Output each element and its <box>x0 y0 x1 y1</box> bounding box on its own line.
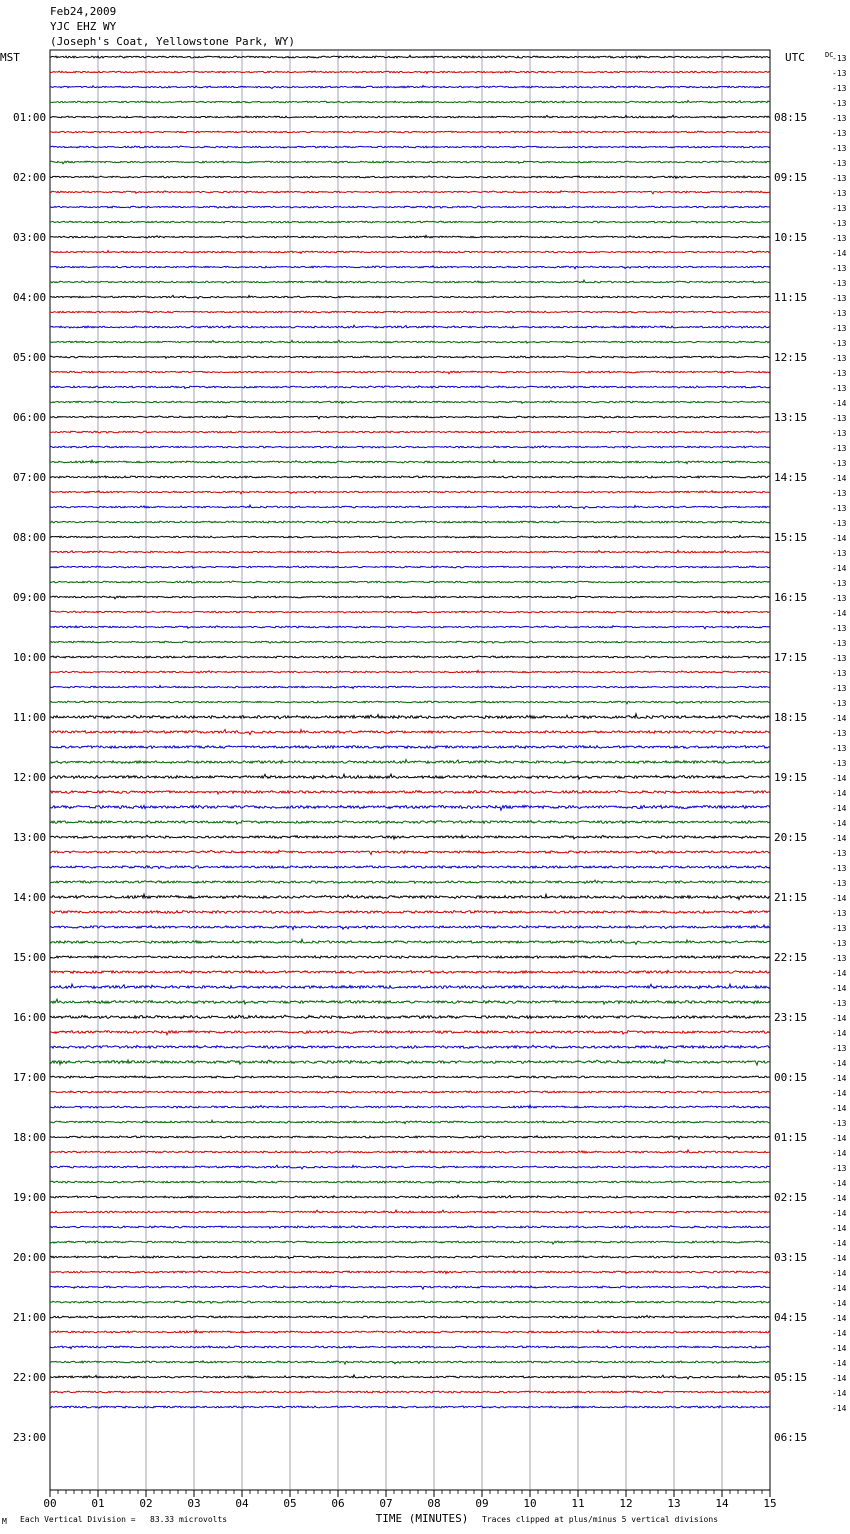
trace-line <box>50 670 770 673</box>
dc-offset-label: -13 <box>832 99 847 108</box>
trace-line <box>50 1286 770 1290</box>
trace-line <box>50 581 770 583</box>
x-tick-label: 05 <box>283 1497 297 1510</box>
dc-offset-label: -13 <box>832 519 847 528</box>
right-zone-label: UTC <box>785 51 805 64</box>
dc-offset-label: -13 <box>832 624 847 633</box>
dc-offset-label: -13 <box>832 294 847 303</box>
x-tick-label: 09 <box>475 1497 489 1510</box>
right-hour-label: 13:15 <box>774 411 808 424</box>
dc-offset-label: -13 <box>832 684 847 693</box>
vertical-division-note: Each Vertical Division = 83.33 microvolts <box>20 1515 228 1524</box>
dc-offset-label: -13 <box>832 264 847 273</box>
trace-line <box>50 1316 770 1319</box>
trace-line <box>50 1165 770 1169</box>
trace-line <box>50 416 770 419</box>
trace-line <box>50 956 770 959</box>
dc-offset-label: -14 <box>832 789 847 798</box>
x-tick-label: 12 <box>619 1497 633 1510</box>
dc-offset-label: -14 <box>832 1029 847 1038</box>
trace-line <box>50 701 770 704</box>
right-hour-label: 18:15 <box>774 711 808 724</box>
trace-line <box>50 1391 770 1393</box>
left-hour-label: 11:00 <box>13 711 47 724</box>
dc-offset-label: -13 <box>832 924 847 933</box>
trace-line <box>50 86 770 89</box>
dc-offset-label: -13 <box>832 369 847 378</box>
x-tick-label: 13 <box>667 1497 681 1510</box>
dc-offset-label: -13 <box>832 504 847 513</box>
dc-offset-label: -13 <box>832 339 847 348</box>
trace-line <box>50 131 770 133</box>
dc-offset-label: -13 <box>832 849 847 858</box>
x-tick-label: 08 <box>427 1497 441 1510</box>
trace-line <box>50 266 770 269</box>
trace-line <box>50 1361 770 1364</box>
dc-offset-label: -13 <box>832 444 847 453</box>
trace-line <box>50 505 770 509</box>
dc-offset-label: -13 <box>832 909 847 918</box>
dc-offset-label: -13 <box>832 669 847 678</box>
trace-line <box>50 805 770 810</box>
dc-offset-label: -14 <box>832 399 847 408</box>
x-axis-label: TIME (MINUTES) <box>375 1512 469 1525</box>
trace-line <box>50 626 770 629</box>
dc-offset-label: -14 <box>832 1059 847 1068</box>
right-hour-label: 22:15 <box>774 951 808 964</box>
right-hour-label: 20:15 <box>774 831 808 844</box>
dc-offset-label: -13 <box>832 114 847 123</box>
dc-offset-label: -13 <box>832 189 847 198</box>
dc-offset-label: -14 <box>832 1239 847 1248</box>
right-hour-label: 10:15 <box>774 231 808 244</box>
left-hour-label: 08:00 <box>13 531 47 544</box>
x-tick-label: 10 <box>523 1497 537 1510</box>
dc-offset-label: -14 <box>832 1134 847 1143</box>
x-tick-label: 07 <box>379 1497 393 1510</box>
trace-line <box>50 894 770 899</box>
right-hour-label: 19:15 <box>774 771 808 784</box>
dc-offset-label: -14 <box>832 1224 847 1233</box>
trace-line <box>50 1271 770 1274</box>
left-hour-label: 15:00 <box>13 951 47 964</box>
trace-line <box>50 850 770 854</box>
x-tick-label: 11 <box>571 1497 585 1510</box>
right-hour-label: 09:15 <box>774 171 808 184</box>
trace-line <box>50 191 770 194</box>
trace-line <box>50 641 770 643</box>
trace-line <box>50 1076 770 1078</box>
right-hour-label: 15:15 <box>774 531 808 544</box>
x-tick-label: 03 <box>187 1497 201 1510</box>
trace-line <box>50 295 770 298</box>
trace-line <box>50 880 770 883</box>
left-hour-label: 09:00 <box>13 591 47 604</box>
trace-line <box>50 1256 770 1259</box>
left-hour-label: 23:00 <box>13 1431 47 1444</box>
left-zone-label: MST <box>0 51 20 64</box>
right-hour-label: 16:15 <box>774 591 808 604</box>
dc-offset-label: -14 <box>832 1284 847 1293</box>
dc-label: DC <box>825 51 834 59</box>
trace-line <box>50 1015 770 1019</box>
left-hour-label: 16:00 <box>13 1011 47 1024</box>
trace-line <box>50 1060 770 1065</box>
trace-line <box>50 925 770 930</box>
chart-date: Feb24,2009 <box>50 5 117 18</box>
left-hour-label: 12:00 <box>13 771 47 784</box>
trace-line <box>50 1406 770 1408</box>
x-tick-label: 15 <box>763 1497 777 1510</box>
right-hour-label: 12:15 <box>774 351 808 364</box>
trace-line <box>50 1346 770 1349</box>
dc-offset-label: -13 <box>832 744 847 753</box>
trace-line <box>50 611 770 614</box>
dc-offset-label: -14 <box>832 564 847 573</box>
right-hour-label: 08:15 <box>774 111 808 124</box>
right-hour-label: 04:15 <box>774 1311 808 1324</box>
trace-line <box>50 206 770 208</box>
trace-line <box>50 1091 770 1093</box>
trace-line <box>50 746 770 749</box>
dc-offset-label: -13 <box>832 639 847 648</box>
dc-offset-label: -14 <box>832 534 847 543</box>
right-hour-label: 14:15 <box>774 471 808 484</box>
dc-offset-label: -13 <box>832 759 847 768</box>
left-hour-label: 01:00 <box>13 111 47 124</box>
right-hour-label: 21:15 <box>774 891 808 904</box>
station-location: (Joseph's Coat, Yellowstone Park, WY) <box>50 35 296 48</box>
left-hour-label: 07:00 <box>13 471 47 484</box>
dc-offset-label: -13 <box>832 354 847 363</box>
trace-line <box>50 1301 770 1303</box>
trace-line <box>50 251 770 254</box>
trace-line <box>50 911 770 914</box>
left-hour-label: 04:00 <box>13 291 47 304</box>
trace-line <box>50 1330 770 1333</box>
dc-offset-label: -13 <box>832 654 847 663</box>
dc-offset-label: -14 <box>832 1389 847 1398</box>
left-hour-label: 13:00 <box>13 831 47 844</box>
trace-line <box>50 146 770 148</box>
trace-line <box>50 999 770 1004</box>
left-hour-label: 10:00 <box>13 651 47 664</box>
trace-line <box>50 386 770 389</box>
dc-offset-label: -14 <box>832 1269 847 1278</box>
left-hour-label: 18:00 <box>13 1131 47 1144</box>
trace-line <box>50 476 770 478</box>
trace-line <box>50 71 770 74</box>
dc-offset-label: -13 <box>832 54 847 63</box>
trace-line <box>50 1195 770 1198</box>
dc-offset-label: -14 <box>832 1359 847 1368</box>
dc-offset-label: -13 <box>832 384 847 393</box>
left-hour-label: 19:00 <box>13 1191 47 1204</box>
trace-line <box>50 730 770 735</box>
dc-offset-label: -14 <box>832 1209 847 1218</box>
trace-line <box>50 1105 770 1108</box>
dc-offset-label: -13 <box>832 729 847 738</box>
dc-offset-label: -14 <box>832 984 847 993</box>
trace-line <box>50 866 770 869</box>
dc-offset-label: -14 <box>832 834 847 843</box>
trace-line <box>50 340 770 343</box>
dc-offset-label: -13 <box>832 594 847 603</box>
dc-offset-label: -13 <box>832 879 847 888</box>
trace-line <box>50 1120 770 1123</box>
left-hour-label: 02:00 <box>13 171 47 184</box>
trace-line <box>50 221 770 223</box>
right-hour-label: 05:15 <box>774 1371 808 1384</box>
dc-offset-label: -13 <box>832 999 847 1008</box>
dc-offset-label: -14 <box>832 1074 847 1083</box>
dc-offset-label: -13 <box>832 159 847 168</box>
trace-line <box>50 325 770 328</box>
x-tick-label: 02 <box>139 1497 153 1510</box>
right-hour-label: 06:15 <box>774 1431 808 1444</box>
trace-line <box>50 401 770 404</box>
dc-offset-label: -13 <box>832 1164 847 1173</box>
left-hour-label: 05:00 <box>13 351 47 364</box>
dc-offset-label: -14 <box>832 609 847 618</box>
dc-offset-label: -13 <box>832 84 847 93</box>
right-hour-label: 00:15 <box>774 1071 808 1084</box>
trace-line <box>50 176 770 179</box>
trace-line <box>50 55 770 58</box>
dc-offset-label: -14 <box>832 1254 847 1263</box>
trace-line <box>50 820 770 824</box>
dc-offset-label: -14 <box>832 774 847 783</box>
x-tick-label: 04 <box>235 1497 249 1510</box>
trace-line <box>50 939 770 944</box>
x-tick-label: 14 <box>715 1497 729 1510</box>
trace-line <box>50 161 770 164</box>
dc-offset-label: -13 <box>832 69 847 78</box>
dc-offset-label: -13 <box>832 489 847 498</box>
trace-line <box>50 774 770 779</box>
trace-line <box>50 280 770 283</box>
dc-offset-label: -13 <box>832 429 847 438</box>
dc-offset-label: -14 <box>832 1014 847 1023</box>
dc-offset-label: -13 <box>832 954 847 963</box>
right-hour-label: 17:15 <box>774 651 808 664</box>
x-tick-label: 01 <box>91 1497 105 1510</box>
trace-line <box>50 1045 770 1048</box>
trace-line <box>50 1136 770 1139</box>
dc-offset-label: -14 <box>832 249 847 258</box>
trace-line <box>50 311 770 313</box>
trace-line <box>50 491 770 494</box>
dc-offset-label: -14 <box>832 1089 847 1098</box>
dc-offset-label: -13 <box>832 204 847 213</box>
trace-line <box>50 835 770 839</box>
trace-line <box>50 686 770 689</box>
dc-offset-label: -13 <box>832 1044 847 1053</box>
dc-offset-label: -13 <box>832 459 847 468</box>
dc-offset-label: -14 <box>832 1374 847 1383</box>
dc-offset-label: -13 <box>832 414 847 423</box>
trace-line <box>50 521 770 523</box>
dc-offset-label: -13 <box>832 699 847 708</box>
dc-offset-label: -14 <box>832 1194 847 1203</box>
dc-offset-label: -14 <box>832 1179 847 1188</box>
trace-line <box>50 235 770 238</box>
left-hour-label: 20:00 <box>13 1251 47 1264</box>
trace-line <box>50 760 770 764</box>
trace-line <box>50 100 770 103</box>
clipping-note: Traces clipped at plus/minus 5 vertical divisions <box>482 1515 719 1524</box>
trace-line <box>50 1226 770 1229</box>
dc-offset-label: -13 <box>832 279 847 288</box>
trace-line <box>50 460 770 464</box>
dc-offset-label: -13 <box>832 309 847 318</box>
dc-offset-label: -14 <box>832 1329 847 1338</box>
left-hour-label: 21:00 <box>13 1311 47 1324</box>
trace-line <box>50 656 770 658</box>
trace-line <box>50 1375 770 1379</box>
trace-line <box>50 1241 770 1244</box>
dc-offset-label: -14 <box>832 1344 847 1353</box>
dc-offset-label: -14 <box>832 969 847 978</box>
dc-offset-label: -13 <box>832 234 847 243</box>
trace-line <box>50 566 770 568</box>
corner-mark: M <box>2 1517 7 1526</box>
dc-offset-label: -14 <box>832 1314 847 1323</box>
x-tick-label: 06 <box>331 1497 345 1510</box>
trace-line <box>50 356 770 358</box>
dc-offset-label: -14 <box>832 1404 847 1413</box>
dc-offset-label: -13 <box>832 324 847 333</box>
trace-line <box>50 431 770 433</box>
trace-line <box>50 790 770 794</box>
right-hour-label: 23:15 <box>774 1011 808 1024</box>
trace-line <box>50 714 770 719</box>
trace-line <box>50 550 770 553</box>
station-code: YJC EHZ WY <box>50 20 117 33</box>
dc-offset-label: -13 <box>832 174 847 183</box>
dc-offset-label: -14 <box>832 1299 847 1308</box>
dc-offset-label: -13 <box>832 1119 847 1128</box>
left-hour-label: 22:00 <box>13 1371 47 1384</box>
dc-offset-label: -13 <box>832 864 847 873</box>
left-hour-label: 14:00 <box>13 891 47 904</box>
dc-offset-label: -13 <box>832 549 847 558</box>
trace-line <box>50 984 770 989</box>
trace-line <box>50 446 770 448</box>
trace-line <box>50 535 770 538</box>
trace-line <box>50 115 770 118</box>
dc-offset-label: -14 <box>832 714 847 723</box>
dc-offset-label: -14 <box>832 1149 847 1158</box>
dc-offset-label: -14 <box>832 804 847 813</box>
dc-offset-label: -14 <box>832 819 847 828</box>
dc-offset-label: -13 <box>832 939 847 948</box>
trace-line <box>50 1181 770 1183</box>
trace-line <box>50 1150 770 1153</box>
left-hour-label: 17:00 <box>13 1071 47 1084</box>
trace-line <box>50 1210 770 1213</box>
left-hour-label: 06:00 <box>13 411 47 424</box>
trace-line <box>50 371 770 374</box>
dc-offset-label: -14 <box>832 1104 847 1113</box>
trace-line <box>50 1031 770 1035</box>
right-hour-label: 02:15 <box>774 1191 808 1204</box>
dc-offset-label: -13 <box>832 144 847 153</box>
plot-frame <box>50 50 770 1490</box>
dc-offset-label: -13 <box>832 219 847 228</box>
dc-offset-label: -13 <box>832 129 847 138</box>
trace-line <box>50 970 770 973</box>
dc-offset-label: -14 <box>832 474 847 483</box>
dc-offset-label: -14 <box>832 894 847 903</box>
dc-offset-label: -13 <box>832 579 847 588</box>
trace-line <box>50 596 770 599</box>
right-hour-label: 11:15 <box>774 291 808 304</box>
right-hour-label: 01:15 <box>774 1131 808 1144</box>
x-tick-label: 00 <box>43 1497 57 1510</box>
right-hour-label: 03:15 <box>774 1251 808 1264</box>
left-hour-label: 03:00 <box>13 231 47 244</box>
